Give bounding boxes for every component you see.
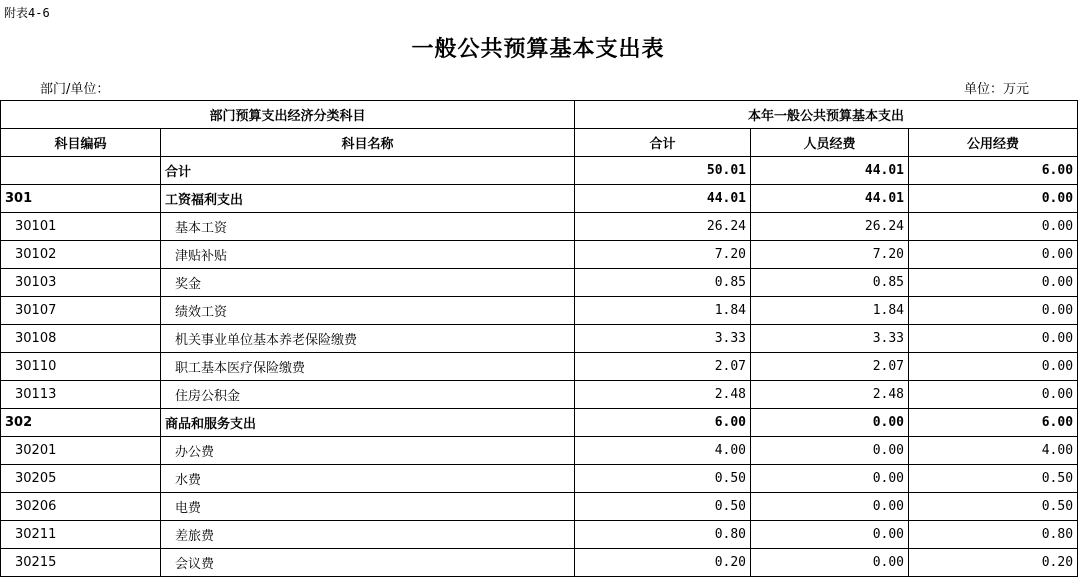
cell-personnel: 44.01 — [751, 185, 909, 213]
attachment-label: 附表4-6 — [4, 6, 50, 20]
cell-name: 住房公积金 — [161, 381, 575, 409]
table-row — [1, 465, 1078, 493]
header-basic-expenditure: 本年一般公共预算基本支出 — [575, 101, 1078, 129]
cell-personnel: 0.00 — [751, 437, 909, 465]
cell-personnel: 44.01 — [751, 157, 909, 185]
cell-name: 办公费 — [161, 437, 575, 465]
header-name: 科目名称 — [161, 129, 575, 157]
cell-code: 30101 — [1, 213, 161, 241]
header-total: 合计 — [575, 129, 751, 157]
cell-total: 0.20 — [575, 549, 751, 577]
cell-code — [1, 157, 161, 185]
cell-name: 商品和服务支出 — [161, 409, 575, 437]
cell-code: 30113 — [1, 381, 161, 409]
cell-personnel: 0.00 — [751, 493, 909, 521]
table-row — [1, 269, 1078, 297]
cell-total: 2.07 — [575, 353, 751, 381]
cell-code: 30108 — [1, 325, 161, 353]
cell-name: 合计 — [161, 157, 575, 185]
header-row-group — [1, 101, 1078, 129]
cell-public: 6.00 — [909, 157, 1078, 185]
cell-name: 基本工资 — [161, 213, 575, 241]
table-row — [1, 521, 1078, 549]
cell-total: 7.20 — [575, 241, 751, 269]
cell-public: 0.00 — [909, 241, 1078, 269]
cell-code: 30103 — [1, 269, 161, 297]
cell-personnel: 3.33 — [751, 325, 909, 353]
cell-personnel: 7.20 — [751, 241, 909, 269]
cell-personnel: 2.48 — [751, 381, 909, 409]
table-row — [1, 493, 1078, 521]
cell-public: 0.50 — [909, 465, 1078, 493]
cell-total: 4.00 — [575, 437, 751, 465]
cell-personnel: 0.85 — [751, 269, 909, 297]
cell-public: 0.00 — [909, 325, 1078, 353]
cell-name: 奖金 — [161, 269, 575, 297]
cell-name: 职工基本医疗保险缴费 — [161, 353, 575, 381]
header-public: 公用经费 — [909, 129, 1078, 157]
cell-total: 1.84 — [575, 297, 751, 325]
cell-personnel: 0.00 — [751, 521, 909, 549]
cell-code: 30205 — [1, 465, 161, 493]
cell-total: 50.01 — [575, 157, 751, 185]
cell-public: 4.00 — [909, 437, 1078, 465]
cell-personnel: 2.07 — [751, 353, 909, 381]
cell-personnel: 0.00 — [751, 549, 909, 577]
header-row-columns — [1, 129, 1078, 157]
cell-total: 0.50 — [575, 493, 751, 521]
table-row — [1, 297, 1078, 325]
table-row — [1, 213, 1078, 241]
cell-total: 3.33 — [575, 325, 751, 353]
cell-public: 0.50 — [909, 493, 1078, 521]
cell-code: 30102 — [1, 241, 161, 269]
cell-personnel: 0.00 — [751, 409, 909, 437]
page-title: 一般公共预算基本支出表 — [411, 36, 665, 62]
cell-total: 26.24 — [575, 213, 751, 241]
cell-name: 电费 — [161, 493, 575, 521]
cell-code: 30201 — [1, 437, 161, 465]
cell-public: 0.00 — [909, 353, 1078, 381]
table-row — [1, 185, 1078, 213]
cell-total: 0.50 — [575, 465, 751, 493]
cell-name: 水费 — [161, 465, 575, 493]
cell-public: 0.80 — [909, 521, 1078, 549]
cell-name: 工资福利支出 — [161, 185, 575, 213]
table-row — [1, 241, 1078, 269]
cell-public: 0.20 — [909, 549, 1078, 577]
unit-label: 单位：万元 — [963, 82, 1029, 97]
cell-code: 30206 — [1, 493, 161, 521]
cell-code: 30215 — [1, 549, 161, 577]
department-label: 部门/单位： — [40, 82, 110, 97]
header-code: 科目编码 — [1, 129, 161, 157]
table-row — [1, 409, 1078, 437]
cell-name: 绩效工资 — [161, 297, 575, 325]
cell-total: 44.01 — [575, 185, 751, 213]
cell-name: 津贴补贴 — [161, 241, 575, 269]
cell-personnel: 1.84 — [751, 297, 909, 325]
cell-name: 差旅费 — [161, 521, 575, 549]
cell-total: 0.85 — [575, 269, 751, 297]
cell-public: 6.00 — [909, 409, 1078, 437]
cell-code: 30107 — [1, 297, 161, 325]
table-row — [1, 157, 1078, 185]
cell-name: 会议费 — [161, 549, 575, 577]
header-personnel: 人员经费 — [751, 129, 909, 157]
cell-personnel: 26.24 — [751, 213, 909, 241]
cell-public: 0.00 — [909, 381, 1078, 409]
cell-total: 0.80 — [575, 521, 751, 549]
table-row — [1, 437, 1078, 465]
header-economic-classification: 部门预算支出经济分类科目 — [1, 101, 575, 129]
cell-public: 0.00 — [909, 213, 1078, 241]
cell-total: 2.48 — [575, 381, 751, 409]
budget-table — [0, 100, 1078, 577]
cell-public: 0.00 — [909, 297, 1078, 325]
cell-code: 301 — [1, 185, 161, 213]
cell-name: 机关事业单位基本养老保险缴费 — [161, 325, 575, 353]
table-row — [1, 353, 1078, 381]
table-row — [1, 381, 1078, 409]
table-row — [1, 549, 1078, 577]
cell-code: 30211 — [1, 521, 161, 549]
cell-total: 6.00 — [575, 409, 751, 437]
cell-personnel: 0.00 — [751, 465, 909, 493]
table-row — [1, 325, 1078, 353]
cell-code: 30110 — [1, 353, 161, 381]
cell-code: 302 — [1, 409, 161, 437]
cell-public: 0.00 — [909, 269, 1078, 297]
cell-public: 0.00 — [909, 185, 1078, 213]
